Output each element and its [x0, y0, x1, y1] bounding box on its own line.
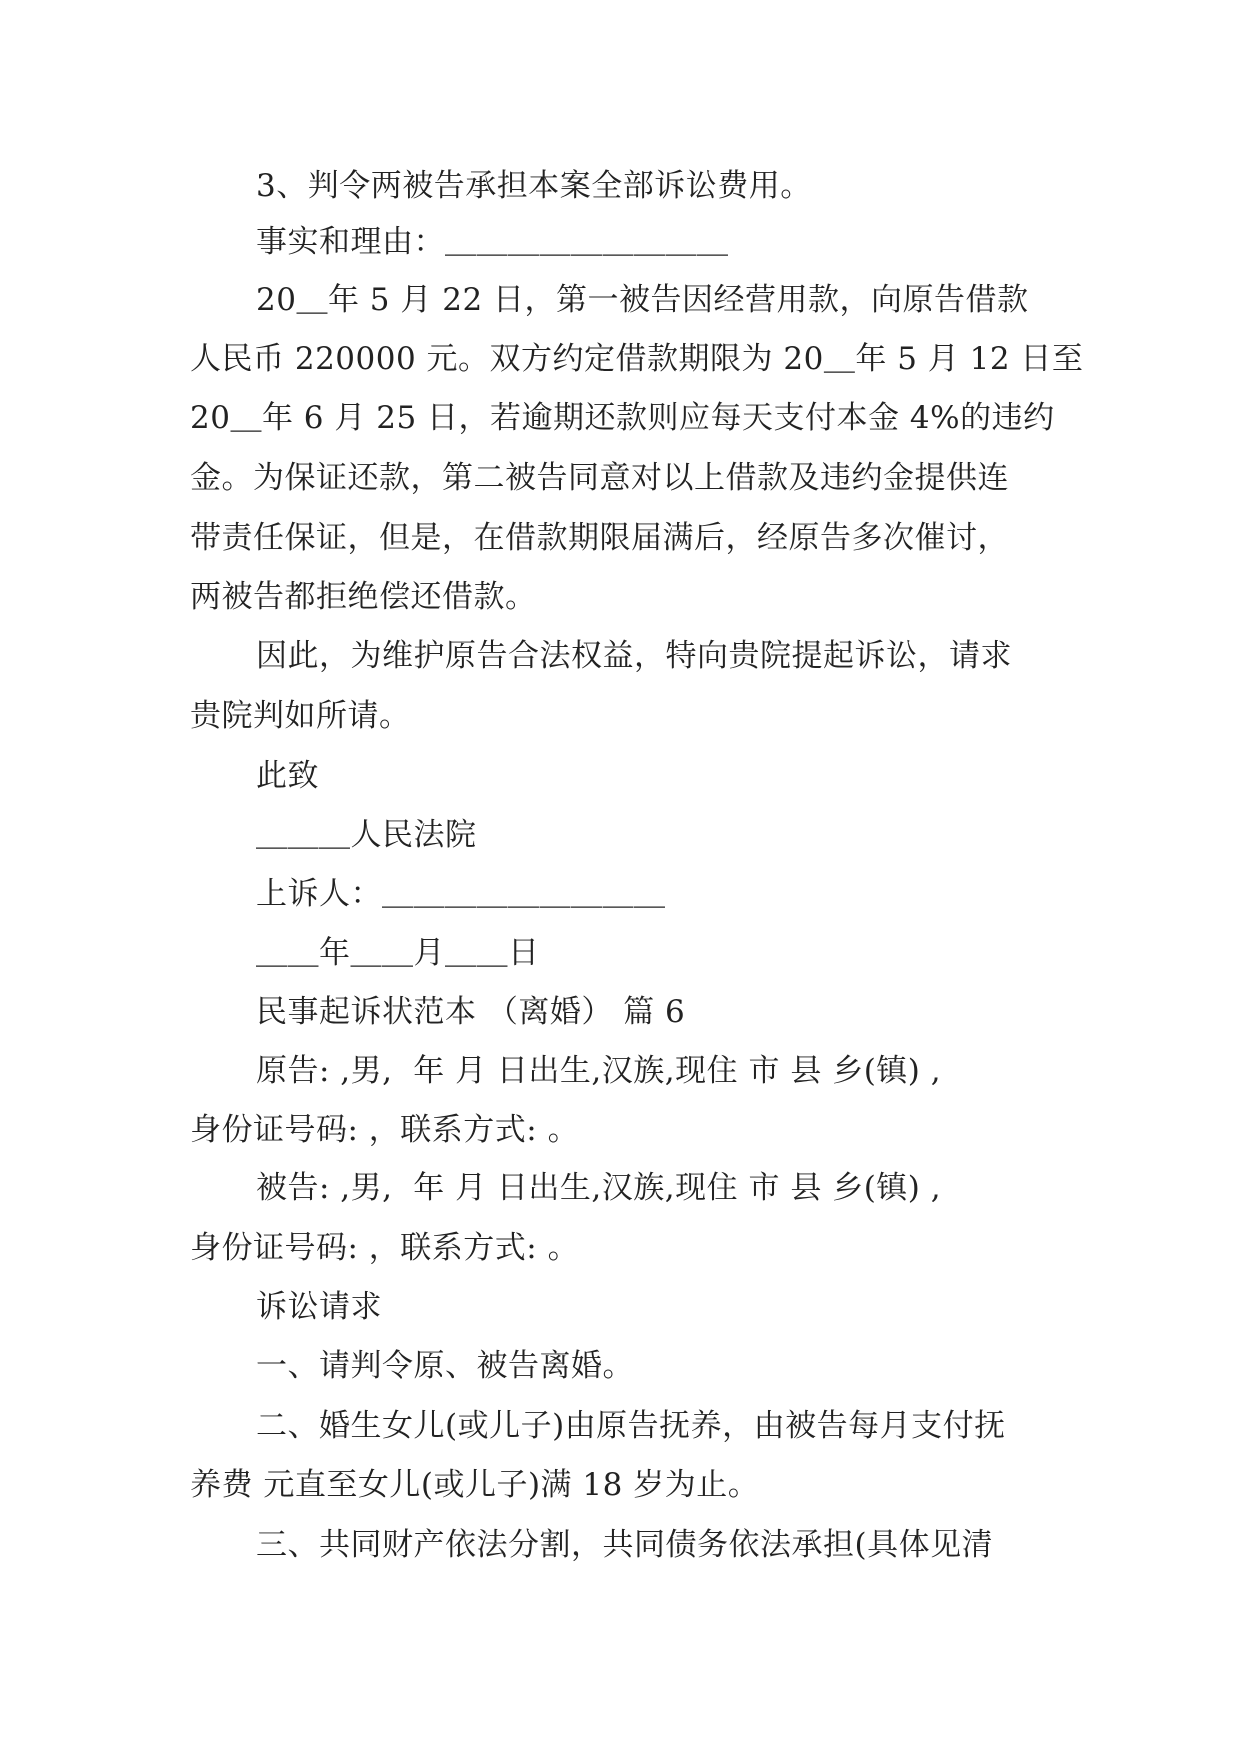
paragraph-line: 20＿年 6 月 25 日，若逾期还款则应每天支付本金 4%的违约	[190, 400, 1055, 436]
paragraph-line: 此致	[256, 758, 319, 794]
paragraph-line: 诉讼请求	[256, 1289, 382, 1325]
paragraph-line: ＿＿年＿＿月＿＿日	[256, 935, 540, 971]
paragraph-line: 3、判令两被告承担本案全部诉讼费用。	[256, 168, 812, 204]
paragraph-line: 金。为保证还款，第二被告同意对以上借款及违约金提供连	[190, 460, 1009, 496]
paragraph-line: 事实和理由：＿＿＿＿＿＿＿＿＿	[256, 224, 729, 260]
paragraph-line: 身份证号码: ，联系方式: 。	[190, 1112, 580, 1148]
paragraph-line: 原告: ,男, 年 月 日出生,汉族,现住 市 县 乡(镇) ,	[256, 1053, 942, 1089]
paragraph-line: 被告: ,男, 年 月 日出生,汉族,现住 市 县 乡(镇) ,	[256, 1170, 942, 1206]
paragraph-line: 因此，为维护原告合法权益，特向贵院提起诉讼，请求	[256, 638, 1012, 674]
paragraph-line: 人民币 220000 元。双方约定借款期限为 20＿年 5 月 12 日至	[190, 341, 1084, 377]
paragraph-line: 两被告都拒绝偿还借款。	[190, 579, 537, 615]
paragraph-line: 养费 元直至女儿(或儿子)满 18 岁为止。	[190, 1467, 760, 1503]
paragraph-line: 贵院判如所请。	[190, 698, 411, 734]
paragraph-line: 三、共同财产依法分割，共同债务依法承担(具体见清	[256, 1527, 994, 1563]
paragraph-line: 二、婚生女儿(或儿子)由原告抚养，由被告每月支付抚	[256, 1408, 1006, 1444]
paragraph-line: 20＿年 5 月 22 日，第一被告因经营用款，向原告借款	[256, 282, 1029, 318]
section-heading: 民事起诉状范本 （离婚） 篇 6	[256, 994, 686, 1030]
paragraph-line: 身份证号码: ，联系方式: 。	[190, 1230, 580, 1266]
paragraph-line: 带责任保证，但是，在借款期限届满后，经原告多次催讨，	[190, 520, 1009, 556]
paragraph-line: 一、请判令原、被告离婚。	[256, 1348, 634, 1384]
paragraph-line: ＿＿＿人民法院	[256, 817, 477, 853]
paragraph-line: 上诉人：＿＿＿＿＿＿＿＿＿	[256, 876, 666, 912]
